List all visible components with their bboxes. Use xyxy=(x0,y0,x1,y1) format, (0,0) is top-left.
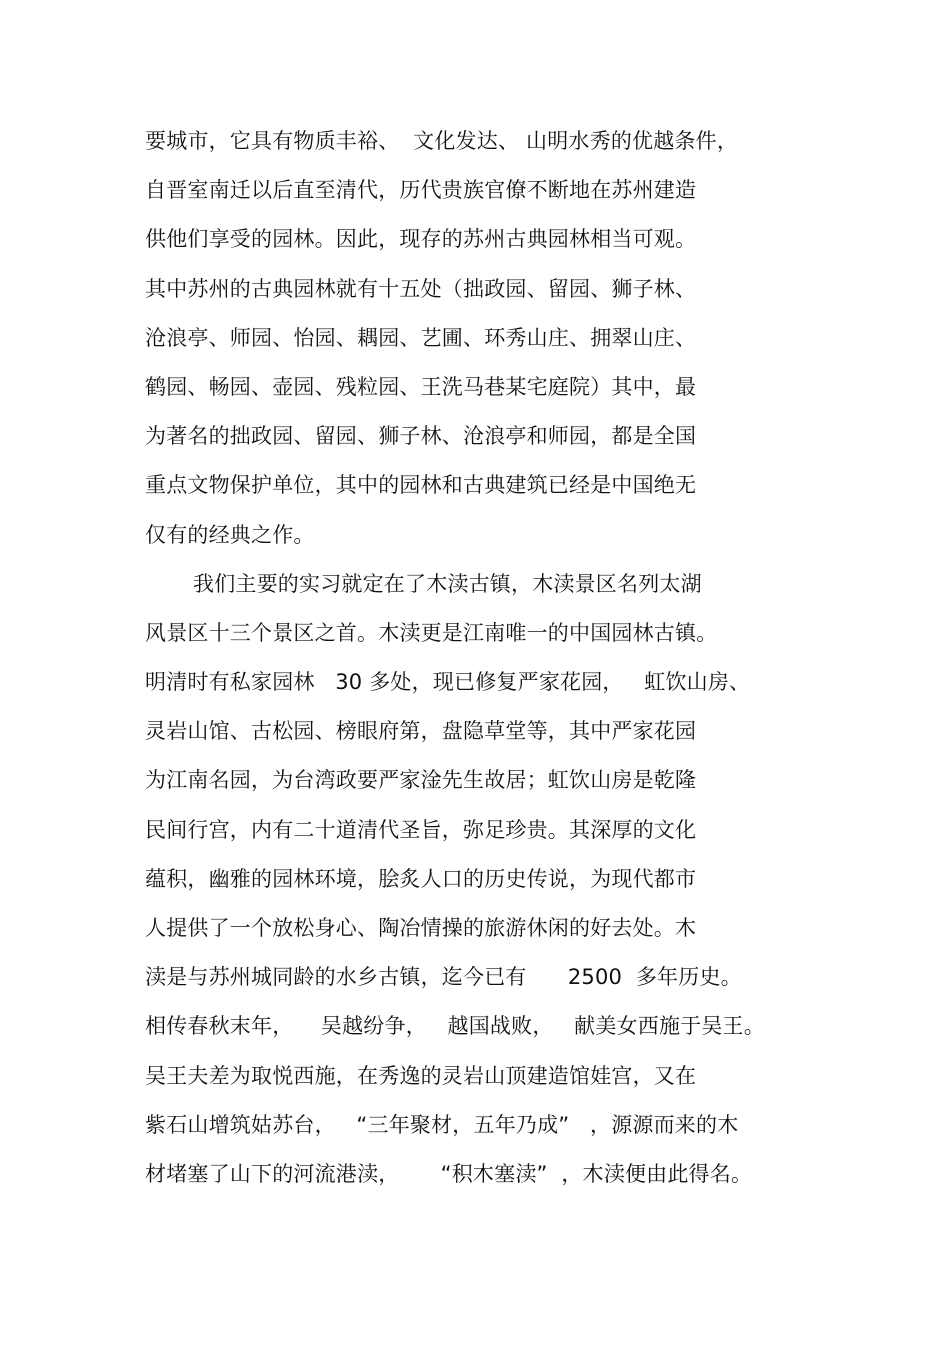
text-line: 相传春秋末年， 吴越纷争， 越国战败， 献美女西施于吴王。 xyxy=(145,1014,765,1039)
text-line: 重点文物保护单位，其中的园林和古典建筑已经是中国绝无 xyxy=(145,473,697,498)
text-line: 我们主要的实习就定在了木渎古镇，木渎景区名列太湖 xyxy=(193,571,702,596)
text-line: 自晋室南迁以后直至清代，历代贵族官僚不断地在苏州建造 xyxy=(145,178,697,203)
text-line: 紫石山增筑姑苏台， “三年聚材，五年乃成” ，源源而来的木 xyxy=(145,1112,739,1137)
paragraph-mudu xyxy=(145,567,845,1206)
text-line: 仅有的经典之作。 xyxy=(145,522,315,547)
text-line: 明清时有私家园林 30 多处，现已修复严家花园， 虹饮山房、 xyxy=(145,670,751,695)
text-line: 人提供了一个放松身心、陶冶情操的旅游休闲的好去处。木 xyxy=(145,916,697,940)
text-line: 沧浪亭、师园、怡园、耦园、艺圃、环秀山庄、拥翠山庄、 xyxy=(145,325,697,350)
text-line: 为江南名园，为台湾政要严家淦先生故居；虹饮山房是乾隆 xyxy=(145,768,697,793)
text-line: 灵岩山馆、古松园、榜眼府第，盘隐草堂等，其中严家花园 xyxy=(145,719,697,744)
text-line: 民间行宫，内有二十道清代圣旨，弥足珍贵。其深厚的文化 xyxy=(145,817,697,842)
text-line: 为著名的拙政园、留园、狮子林、沧浪亭和师园，都是全国 xyxy=(145,424,697,449)
text-line: 鹤园、畅园、壶园、残粒园、王洗马巷某宅庭院）其中，最 xyxy=(145,374,697,399)
text-line: 渎是与苏州城同龄的水乡古镇，迄今已有 2500 多年历史。 xyxy=(145,965,742,990)
text-line: 吴王夫差为取悦西施，在秀逸的灵岩山顶建造馆娃宫，又在 xyxy=(145,1063,697,1088)
text-line: 蕴积，幽雅的园林环境，脍炙人口的历史传说，为现代都市 xyxy=(145,866,697,891)
text-line: 其中苏州的古典园林就有十五处（拙政园、留园、狮子林、 xyxy=(145,276,697,301)
body-text xyxy=(145,124,845,1206)
text-line: 供他们享受的园林。因此，现存的苏州古典园林相当可观。 xyxy=(145,227,697,252)
text-line: 要城市，它具有物质丰裕、 文化发达、 山明水秀的优越条件， xyxy=(145,129,739,153)
text-line: 材堵塞了山下的河流港渎， “积木塞渎” ，木渎便由此得名。 xyxy=(145,1161,753,1186)
text-line: 风景区十三个景区之首。木渎更是江南唯一的中国园林古镇。 xyxy=(145,620,718,645)
paragraph-gardens xyxy=(145,124,845,567)
